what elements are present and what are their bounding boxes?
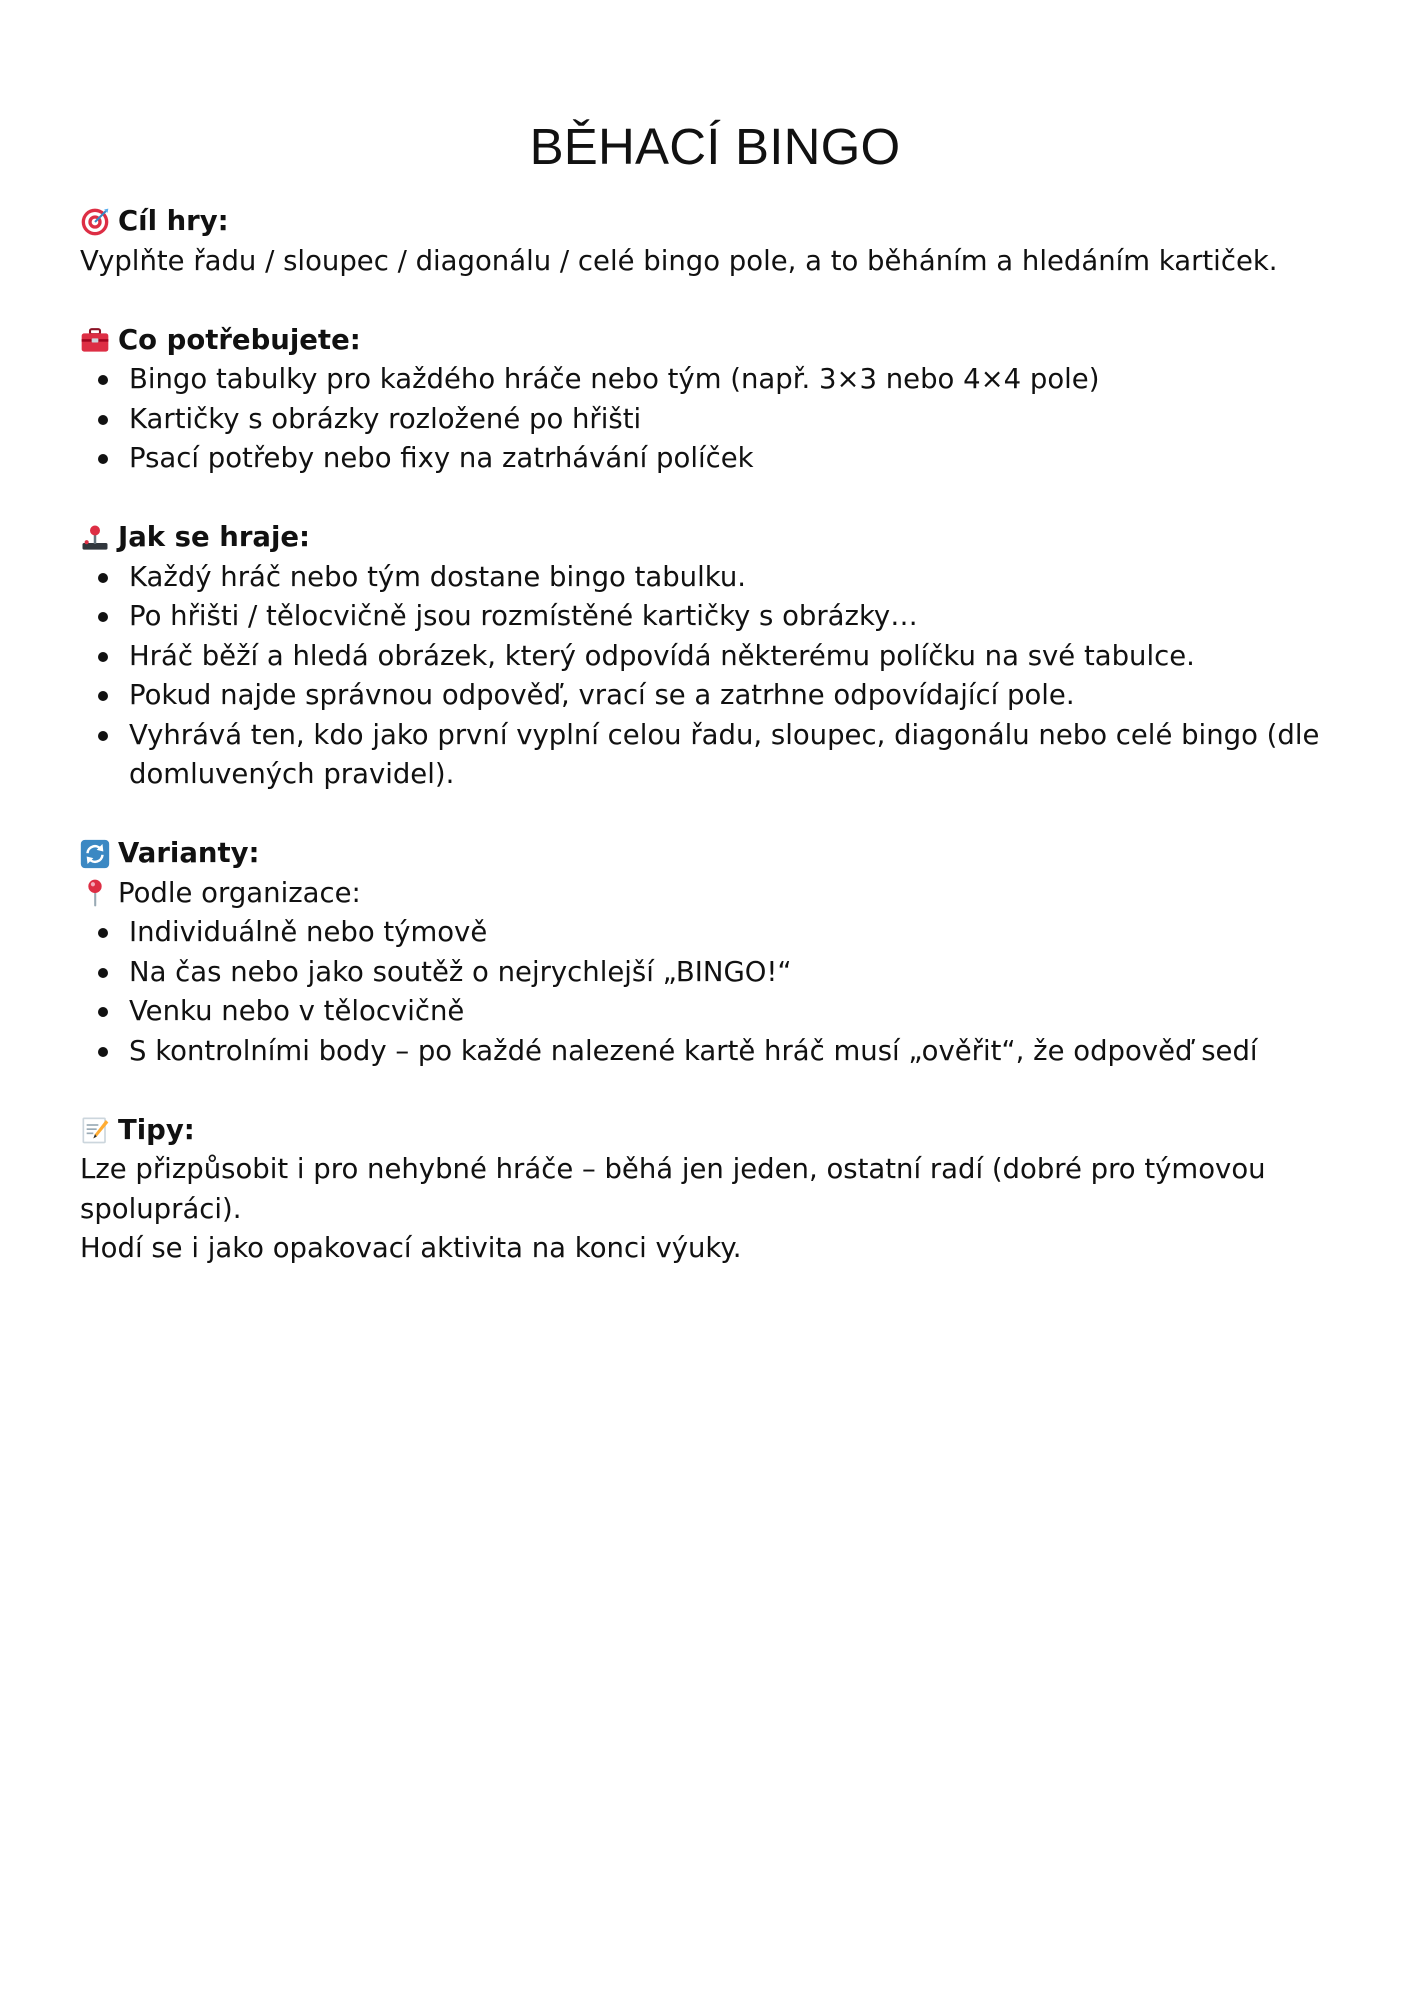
goal-text: Vyplňte řadu / sloupec / diagonálu / celé bingo pole, a to běháním a hledáním kartiček. <box>80 244 1278 277</box>
list-item: Na čas nebo jako soutěž o nejrychlejší „BINGO!“ <box>80 953 1334 993</box>
list-item: Po hřišti / tělocvičně jsou rozmístěné kartičky s obrázky… <box>80 597 1334 637</box>
spacer <box>80 281 1334 321</box>
list-item: S kontrolními body – po každé nalezené kartě hráč musí „ověřit“, že odpověď sedí <box>80 1032 1334 1072</box>
section-heading-goal <box>80 202 1334 242</box>
section-heading-variants <box>80 834 1334 874</box>
list-item: Individuálně nebo týmově <box>80 913 1334 953</box>
list-item: Psací potřeby nebo fixy na zatrhávání políček <box>80 439 1334 479</box>
joystick-icon <box>80 523 110 553</box>
section-heading-needs <box>80 321 1334 361</box>
variants-subheading <box>80 874 1334 914</box>
document-content <box>80 202 1334 1269</box>
list-item: Pokud najde správnou odpověď, vrací se a zatrhne odpovídající pole. <box>80 676 1334 716</box>
list-item: Bingo tabulky pro každého hráče nebo tým (např. 3×3 nebo 4×4 pole) <box>80 360 1334 400</box>
pin-icon <box>80 878 110 908</box>
memo-icon <box>80 1115 110 1145</box>
variants-subheading-text: Podle organizace: <box>118 876 361 909</box>
list-item: Venku nebo v tělocvičně <box>80 992 1334 1032</box>
variants-list <box>80 913 1334 1071</box>
howto-heading: Jak se hraje: <box>118 521 311 553</box>
tips-heading: Tipy: <box>118 1113 195 1146</box>
tips-text: Lze přizpůsobit i pro nehybné hráče – běhá jen jeden, ostatní radí (dobré pro týmovou spolupráci). <box>80 1153 1266 1225</box>
list-item: Vyhrává ten, kdo jako první vyplní celou řadu, sloupec, diagonálu nebo celé bingo (dle domluvených pravidel). <box>80 716 1334 795</box>
section-heading-tips <box>80 1111 1334 1151</box>
document-title: BĚHACÍ BINGO <box>529 118 901 175</box>
list-item: Hráč běží a hledá obrázek, který odpovídá některému políčku na své tabulce. <box>80 637 1334 677</box>
list-item: Každý hráč nebo tým dostane bingo tabulku. <box>80 558 1334 598</box>
list-item: Kartičky s obrázky rozložené po hřišti <box>80 400 1334 440</box>
variants-heading: Varianty: <box>118 837 260 869</box>
refresh-arrows-icon <box>80 839 110 869</box>
needs-list <box>80 360 1334 479</box>
document-page <box>80 112 1334 1269</box>
spacer <box>80 795 1334 835</box>
tips-text: Hodí se i jako opakovací aktivita na konci výuky. <box>80 1232 742 1264</box>
spacer <box>80 1071 1334 1111</box>
spacer <box>80 479 1334 519</box>
goal-heading: Cíl hry: <box>118 205 229 237</box>
section-heading-howto <box>80 518 1334 558</box>
needs-heading: Co potřebujete: <box>118 323 361 356</box>
target-icon <box>80 207 110 237</box>
toolbox-icon <box>80 325 110 355</box>
howto-list <box>80 558 1334 795</box>
